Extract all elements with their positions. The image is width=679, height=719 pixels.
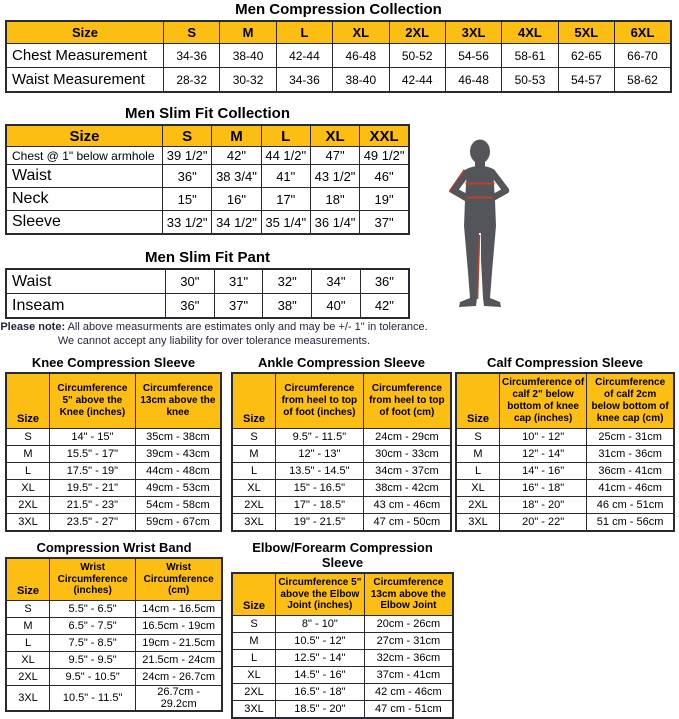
row-label: Waist: [6, 165, 163, 188]
value-cell: 40": [312, 294, 361, 319]
size-cell: L: [232, 650, 276, 667]
size-cell: 2XL: [456, 497, 500, 514]
value-cell: 59cm - 67cm: [135, 514, 221, 532]
size-cell: M: [232, 633, 276, 650]
value-cell: 38 3/4": [212, 165, 261, 188]
row-label: Neck: [6, 188, 163, 211]
size-cell: 2XL: [6, 669, 50, 686]
column-header: 5XL: [558, 21, 614, 44]
table-row: [6, 147, 409, 165]
value-cell: 31cm - 36cm: [587, 446, 674, 463]
row-label: Waist Measurement: [6, 68, 164, 93]
value-cell: 37": [214, 294, 263, 319]
header-row: [6, 558, 222, 601]
table-row: [6, 211, 409, 235]
value-cell: 35 1/4": [261, 211, 310, 235]
table-row: [232, 684, 453, 701]
value-cell: 18": [310, 188, 359, 211]
value-cell: 66-70: [615, 44, 672, 68]
value-cell: 37cm - 41cm: [364, 667, 453, 684]
value-cell: 32": [263, 269, 312, 294]
value-cell: 58-62: [615, 68, 672, 93]
table-row: [232, 650, 453, 667]
size-cell: M: [232, 446, 276, 463]
table-row: [232, 463, 451, 480]
value-cell: 36 1/4": [310, 211, 359, 235]
table-row: [232, 514, 451, 532]
value-cell: 54-56: [445, 44, 501, 68]
size-cell: 3XL: [232, 701, 276, 719]
table-row: [456, 463, 674, 480]
size-cell: L: [456, 463, 500, 480]
value-cell: 47 cm - 51cm: [364, 701, 453, 719]
table-row: [6, 68, 671, 93]
column-header: M: [212, 125, 261, 147]
table-row: [232, 446, 451, 463]
value-cell: 19": [360, 188, 409, 211]
header-row: [6, 373, 221, 429]
header-row: [232, 373, 451, 429]
value-cell: 14cm - 16.5cm: [136, 601, 222, 618]
value-cell: 42 cm - 46cm: [364, 684, 453, 701]
size-cell: 2XL: [232, 684, 276, 701]
column-header: Size: [6, 125, 163, 147]
column-header: Circumference of calf 2cm below bottom of knee cap (cm): [587, 373, 674, 429]
row-label: Inseam: [6, 294, 166, 319]
elbow-forearm-compression-sleeve-title: Elbow/Forearm Compression Sleeve: [252, 540, 433, 570]
size-cell: 2XL: [6, 497, 50, 514]
value-cell: 38": [263, 294, 312, 319]
table-row: [456, 497, 674, 514]
column-header: 2XL: [389, 21, 445, 44]
value-cell: 12.5" - 14": [276, 650, 365, 667]
column-header: 4XL: [502, 21, 558, 44]
table-row: [6, 463, 221, 480]
size-cell: XL: [6, 652, 50, 669]
size-cell: XL: [456, 480, 500, 497]
size-cell: S: [6, 601, 50, 618]
table-row: [6, 429, 221, 446]
tolerance-note: [0, 321, 428, 349]
column-header: Wrist Circumference (cm): [136, 558, 222, 601]
table-row: [232, 616, 453, 633]
calf-compression-sleeve-title: Calf Compression Sleeve: [486, 355, 644, 370]
table-row: [456, 446, 674, 463]
size-cell: 2XL: [232, 497, 276, 514]
column-header: Circumference from heel to top of foot (inches): [276, 373, 364, 429]
tolerance-note-line2: We cannot accept any liability for over tolerance measurements.: [57, 334, 371, 347]
knee-compression-sleeve-table: [5, 372, 222, 532]
row-label: Waist: [6, 269, 166, 294]
calf-compression-sleeve-section: [455, 355, 675, 532]
value-cell: 14" - 15": [50, 429, 136, 446]
ankle-compression-sleeve-table: [231, 372, 452, 532]
value-cell: 19.5" - 21": [50, 480, 136, 497]
size-cell: 3XL: [6, 686, 50, 712]
men-compression-collection-table: [5, 20, 672, 93]
men-slim-fit-collection-title: Men Slim Fit Collection: [124, 105, 290, 122]
value-cell: 46-48: [333, 44, 389, 68]
table-row: [6, 188, 409, 211]
value-cell: 34": [312, 269, 361, 294]
value-cell: 36": [360, 269, 409, 294]
size-column-header: Size: [6, 558, 50, 601]
header-row: [456, 373, 674, 429]
value-cell: 25cm - 31cm: [587, 429, 674, 446]
value-cell: 30": [166, 269, 215, 294]
value-cell: 21.5cm - 24cm: [136, 652, 222, 669]
size-column-header: Size: [232, 573, 276, 616]
value-cell: 13.5" - 14.5": [276, 463, 364, 480]
table-row: [232, 429, 451, 446]
table-row: [6, 269, 409, 294]
size-cell: M: [456, 446, 500, 463]
table-row: [6, 652, 222, 669]
value-cell: 47": [310, 147, 359, 165]
size-column-header: Size: [232, 373, 276, 429]
size-cell: 3XL: [232, 514, 276, 532]
value-cell: 33 1/2": [163, 211, 212, 235]
value-cell: 5.5" - 6.5": [50, 601, 136, 618]
value-cell: 37": [360, 211, 409, 235]
calf-compression-sleeve-table: [455, 372, 675, 532]
value-cell: 26.7cm - 29.2cm: [136, 686, 222, 712]
column-header: XL: [310, 125, 359, 147]
value-cell: 34cm - 37cm: [363, 463, 451, 480]
value-cell: 9.5" - 9.5": [50, 652, 136, 669]
value-cell: 41": [261, 165, 310, 188]
value-cell: 51 cm - 56cm: [587, 514, 674, 532]
value-cell: 19" - 21.5": [276, 514, 364, 532]
table-row: [6, 635, 222, 652]
column-header: XL: [333, 21, 389, 44]
value-cell: 49 1/2": [360, 147, 409, 165]
size-cell: M: [6, 618, 50, 635]
column-header: Wrist Circumference (inches): [50, 558, 136, 601]
value-cell: 31": [214, 269, 263, 294]
men-slim-fit-pant-table: [5, 268, 410, 319]
tolerance-note-bold: Please note:: [0, 321, 66, 333]
knee-compression-sleeve-title: Knee Compression Sleeve: [31, 355, 196, 370]
table-row: [6, 669, 222, 686]
male-figure-diagram: [446, 140, 514, 312]
header-row: [6, 21, 671, 44]
size-cell: XL: [232, 667, 276, 684]
row-label: Chest Measurement: [6, 44, 164, 68]
size-column-header: Size: [6, 373, 50, 429]
value-cell: 38-40: [220, 44, 276, 68]
column-header: L: [276, 21, 332, 44]
men-compression-collection-section: [5, 1, 672, 93]
value-cell: 15" - 16.5": [276, 480, 364, 497]
value-cell: 23.5" - 27": [50, 514, 136, 532]
column-header: XXL: [360, 125, 409, 147]
value-cell: 44 1/2": [261, 147, 310, 165]
value-cell: 39 1/2": [163, 147, 212, 165]
value-cell: 17" - 18.5": [276, 497, 364, 514]
value-cell: 34 1/2": [212, 211, 261, 235]
value-cell: 24cm - 26.7cm: [136, 669, 222, 686]
column-header: Circumference 13cm above the Elbow Joint: [364, 573, 453, 616]
value-cell: 16.5cm - 19cm: [136, 618, 222, 635]
value-cell: 27cm - 31cm: [364, 633, 453, 650]
value-cell: 8" - 10": [276, 616, 365, 633]
table-row: [6, 480, 221, 497]
header-row: [232, 573, 453, 616]
value-cell: 15": [163, 188, 212, 211]
value-cell: 50-53: [502, 68, 558, 93]
value-cell: 46": [360, 165, 409, 188]
value-cell: 14.5" - 16": [276, 667, 365, 684]
column-header: Size: [6, 21, 164, 44]
value-cell: 18" - 20": [500, 497, 587, 514]
table-row: [6, 601, 222, 618]
table-row: [6, 165, 409, 188]
value-cell: 54-57: [558, 68, 614, 93]
size-cell: S: [456, 429, 500, 446]
value-cell: 42-44: [276, 44, 332, 68]
value-cell: 38cm - 42cm: [363, 480, 451, 497]
row-label: Chest @ 1" below armhole: [6, 147, 163, 165]
table-row: [6, 497, 221, 514]
tolerance-note-line1: [0, 321, 428, 335]
value-cell: 17.5" - 19": [50, 463, 136, 480]
value-cell: 47 cm - 50cm: [363, 514, 451, 532]
men-slim-fit-pant-title: Men Slim Fit Pant: [144, 249, 270, 266]
value-cell: 34-36: [276, 68, 332, 93]
value-cell: 58-61: [502, 44, 558, 68]
table-row: [232, 667, 453, 684]
value-cell: 50-52: [389, 44, 445, 68]
table-row: [6, 686, 222, 712]
men-slim-fit-collection-section: [5, 105, 410, 235]
men-slim-fit-pant-section: [5, 249, 410, 319]
table-row: [456, 514, 674, 532]
value-cell: 42-44: [389, 68, 445, 93]
row-label: Sleeve: [6, 211, 163, 235]
value-cell: 15.5" - 17": [50, 446, 136, 463]
compression-wrist-band-title: Compression Wrist Band: [36, 540, 192, 555]
column-header: Circumference from heel to top of foot (cm): [363, 373, 451, 429]
value-cell: 20cm - 26cm: [364, 616, 453, 633]
value-cell: 16.5" - 18": [276, 684, 365, 701]
column-header: Circumference 5" above the Elbow Joint (inches): [276, 573, 365, 616]
value-cell: 36": [163, 165, 212, 188]
value-cell: 36cm - 41cm: [587, 463, 674, 480]
value-cell: 12" - 14": [500, 446, 587, 463]
size-column-header: Size: [456, 373, 500, 429]
table-row: [6, 618, 222, 635]
value-cell: 19cm - 21.5cm: [136, 635, 222, 652]
table-row: [456, 480, 674, 497]
value-cell: 41cm - 46cm: [587, 480, 674, 497]
value-cell: 24cm - 29cm: [363, 429, 451, 446]
value-cell: 36": [166, 294, 215, 319]
value-cell: 7.5" - 8.5": [50, 635, 136, 652]
value-cell: 30cm - 33cm: [363, 446, 451, 463]
men-slim-fit-collection-table: [5, 124, 410, 235]
column-header: 6XL: [615, 21, 672, 44]
size-cell: L: [232, 463, 276, 480]
value-cell: 9.5" - 11.5": [276, 429, 364, 446]
value-cell: 35cm - 38cm: [135, 429, 221, 446]
value-cell: 14" - 16": [500, 463, 587, 480]
value-cell: 46 cm - 51cm: [587, 497, 674, 514]
column-header: 3XL: [445, 21, 501, 44]
tolerance-note-rest: All above measurments are estimates only and may be +/- 1" in tolerance.: [65, 321, 428, 333]
value-cell: 28-32: [164, 68, 220, 93]
value-cell: 42": [360, 294, 409, 319]
value-cell: 39cm - 43cm: [135, 446, 221, 463]
column-header: S: [164, 21, 220, 44]
value-cell: 9.5" - 10.5": [50, 669, 136, 686]
value-cell: 12" - 13": [276, 446, 364, 463]
ankle-compression-sleeve-title: Ankle Compression Sleeve: [258, 355, 425, 370]
size-cell: L: [6, 463, 50, 480]
table-row: [456, 429, 674, 446]
men-compression-collection-title: Men Compression Collection: [235, 1, 442, 18]
value-cell: 34-36: [164, 44, 220, 68]
value-cell: 49cm - 53cm: [135, 480, 221, 497]
table-row: [6, 446, 221, 463]
value-cell: 16": [212, 188, 261, 211]
ankle-compression-sleeve-section: [231, 355, 452, 532]
value-cell: 21.5" - 23": [50, 497, 136, 514]
value-cell: 38-40: [333, 68, 389, 93]
value-cell: 10" - 12": [500, 429, 587, 446]
size-cell: XL: [232, 480, 276, 497]
value-cell: 6.5" - 7.5": [50, 618, 136, 635]
elbow-forearm-compression-sleeve-table: [231, 572, 454, 719]
size-cell: S: [6, 429, 50, 446]
value-cell: 43 cm - 46cm: [363, 497, 451, 514]
value-cell: 20" - 22": [500, 514, 587, 532]
table-row: [232, 701, 453, 719]
compression-wrist-band-section: [5, 540, 223, 712]
table-row: [232, 497, 451, 514]
value-cell: 10.5" - 12": [276, 633, 365, 650]
compression-wrist-band-table: [5, 557, 223, 712]
value-cell: 16" - 18": [500, 480, 587, 497]
value-cell: 30-32: [220, 68, 276, 93]
size-cell: L: [6, 635, 50, 652]
size-cell: 3XL: [456, 514, 500, 532]
value-cell: 18.5" - 20": [276, 701, 365, 719]
value-cell: 44cm - 48cm: [135, 463, 221, 480]
value-cell: 17": [261, 188, 310, 211]
value-cell: 46-48: [445, 68, 501, 93]
elbow-forearm-compression-sleeve-section: [231, 540, 454, 719]
value-cell: 43 1/2": [310, 165, 359, 188]
value-cell: 32cm - 36cm: [364, 650, 453, 667]
table-row: [6, 294, 409, 319]
table-row: [232, 633, 453, 650]
header-row: [6, 125, 409, 147]
column-header: Circumference of calf 2" below bottom of knee cap (inches): [500, 373, 587, 429]
size-cell: S: [232, 429, 276, 446]
size-cell: S: [232, 616, 276, 633]
table-row: [6, 514, 221, 532]
column-header: Circumference 5" above the Knee (inches): [50, 373, 136, 429]
column-header: L: [261, 125, 310, 147]
size-cell: M: [6, 446, 50, 463]
table-row: [6, 44, 671, 68]
column-header: Circumference 13cm above the knee: [135, 373, 221, 429]
size-cell: 3XL: [6, 514, 50, 532]
column-header: S: [163, 125, 212, 147]
column-header: M: [220, 21, 276, 44]
table-row: [232, 480, 451, 497]
value-cell: 10.5" - 11.5": [50, 686, 136, 712]
size-cell: XL: [6, 480, 50, 497]
value-cell: 42": [212, 147, 261, 165]
value-cell: 62-65: [558, 44, 614, 68]
male-silhouette-icon: [446, 140, 514, 312]
value-cell: 54cm - 58cm: [135, 497, 221, 514]
knee-compression-sleeve-section: [5, 355, 222, 532]
